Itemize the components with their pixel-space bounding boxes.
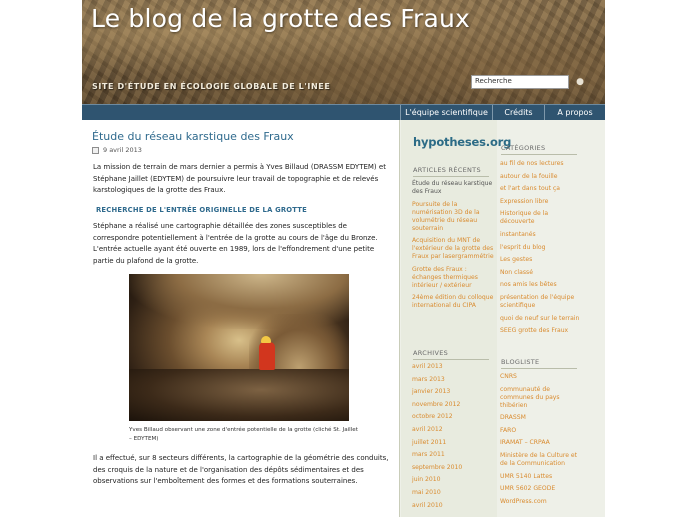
archive-link[interactable]: avril 2012 <box>412 425 443 433</box>
post-paragraph: Il a effectué, sur 8 secteurs différents, la cartographie de la géométrie des conduits, des croquis de la nature et de l'organisation des dépôts sédimentaires et des observations sur l'emboîtement des formes et des formations souterraines. <box>93 454 389 485</box>
blog-link[interactable]: IRAMAT – CRPAA <box>500 439 550 447</box>
blog-link[interactable]: FARO <box>500 426 517 434</box>
archive-link[interactable]: mai 2010 <box>412 488 441 496</box>
archive-link[interactable]: juillet 2011 <box>412 438 447 446</box>
header-banner <box>82 0 605 104</box>
calendar-icon <box>92 147 99 154</box>
archive-link[interactable]: septembre 2010 <box>412 463 463 471</box>
recent-post-link[interactable]: Étude du réseau karstique des Fraux <box>412 180 493 195</box>
category-link[interactable]: présentation de l'équipe scientifique <box>500 293 575 309</box>
recent-post-link[interactable]: Grotte des Fraux : échanges thermiques intérieur / extérieur <box>412 265 478 289</box>
archive-link[interactable]: octobre 2012 <box>412 413 453 421</box>
section-heading: RECHERCHE DE L'ENTRÉE ORIGINELLE DE LA GROTTE <box>96 206 307 214</box>
category-link[interactable]: nos amis les bêtes <box>500 281 557 289</box>
blog-link[interactable]: Ministère de la Culture et de la Communication <box>500 451 578 467</box>
recent-post-link[interactable]: Poursuite de la numérisation 3D de la volumétrie du réseau souterrain <box>412 200 480 232</box>
category-link[interactable]: Expression libre <box>500 197 549 205</box>
category-link[interactable]: Les gestes <box>500 256 533 264</box>
categories-list <box>500 160 582 340</box>
post-content <box>82 120 400 517</box>
nav-item-credits[interactable]: Crédits <box>492 105 544 120</box>
archive-link[interactable]: mars 2011 <box>412 451 445 459</box>
search-submit-icon[interactable]: ● <box>576 77 584 87</box>
recent-post-link[interactable]: 24ème édition du colloque international du CIPA <box>412 294 494 310</box>
site-title[interactable]: Le blog de la grotte des Fraux <box>91 4 470 33</box>
archive-link[interactable]: mars 2013 <box>412 375 445 383</box>
nav-item-equipe[interactable]: L'équipe scientifique <box>400 105 492 120</box>
site-tagline: SITE D'ÉTUDE EN ÉCOLOGIE GLOBALE DE L'INEE <box>92 82 331 91</box>
category-link[interactable]: Historique de la découverte <box>500 210 549 226</box>
blog-link[interactable]: UMR 5140 Lattes <box>500 472 553 480</box>
photo-caption: Yves Billaud observant une zone d'entrée potentielle de la grotte (cliché St. Jaillet – EDYTEM) <box>129 427 358 442</box>
photo-floor <box>129 369 349 421</box>
nav-item-a-propos[interactable]: A propos <box>544 105 605 120</box>
archive-link[interactable]: avril 2010 <box>412 501 443 509</box>
blog-link[interactable]: communauté de communes du pays thibérien <box>500 385 560 409</box>
post-title[interactable]: Étude du réseau karstique des Fraux <box>92 130 294 143</box>
category-link[interactable]: et l'art dans tout ça <box>500 185 560 193</box>
blog-link[interactable]: UMR 5602 GEODE <box>500 485 556 493</box>
category-link[interactable]: Non classé <box>500 268 533 276</box>
photo-helmet <box>261 336 271 343</box>
recent-posts-list <box>412 180 494 315</box>
category-link[interactable]: SEEG grotte des Fraux <box>500 327 569 335</box>
archive-link[interactable]: juin 2010 <box>412 476 441 484</box>
nav-bar <box>82 104 605 120</box>
photo-person <box>259 342 275 370</box>
blog-link[interactable]: CNRS <box>500 373 517 380</box>
blog-link[interactable]: DRASSM <box>500 414 526 422</box>
archive-link[interactable]: novembre 2012 <box>412 400 461 408</box>
hypotheses-logo[interactable]: hypotheses.org <box>413 135 512 149</box>
recent-posts-heading: ARTICLES RÉCENTS <box>413 166 489 177</box>
categories-heading: CATÉGORIES <box>501 144 577 155</box>
category-link[interactable]: l'esprit du blog <box>500 243 546 251</box>
sidebar-left <box>401 120 580 517</box>
post-date: 9 avril 2013 <box>103 146 142 154</box>
search-input[interactable]: Recherche <box>471 75 569 89</box>
recent-post-link[interactable]: Acquisition du MNT de l'extérieur de la grotte des Fraux par lasergrammétrie <box>412 237 494 261</box>
blogliste-heading: BLOGLISTE <box>501 358 577 369</box>
category-link[interactable]: au fil de nos lectures <box>500 160 564 167</box>
archives-heading: ARCHIVES <box>413 349 489 360</box>
post-paragraph: Stéphane a réalisé une cartographie détaillée des zones susceptibles de correspondre potentiellement à l'entrée de la grotte au cours de l'âge du Bronze. L'entrée actuelle ayant été ouverte en 1989, lors de l'effondrement d'une petite partie du plafond de la grotte. <box>93 222 378 265</box>
blogliste-list <box>500 373 582 510</box>
category-link[interactable]: instantanés <box>500 230 536 238</box>
archive-link[interactable]: janvier 2013 <box>412 388 451 396</box>
category-link[interactable]: quoi de neuf sur le terrain <box>500 314 580 322</box>
archives-list <box>412 363 494 514</box>
category-link[interactable]: autour de la fouille <box>500 172 558 180</box>
post-paragraph: La mission de terrain de mars dernier a permis à Yves Billaud (DRASSM EDYTEM) et Stéphane Jaillet (EDYTEM) de poursuivre leur travail de topographie et de relevés karstologiques de la grotte des Fraux. <box>93 163 386 194</box>
page <box>82 0 605 517</box>
blog-link[interactable]: WordPress.com <box>500 497 547 505</box>
cave-photo[interactable] <box>129 274 349 421</box>
archive-link[interactable]: avril 2013 <box>412 363 443 370</box>
